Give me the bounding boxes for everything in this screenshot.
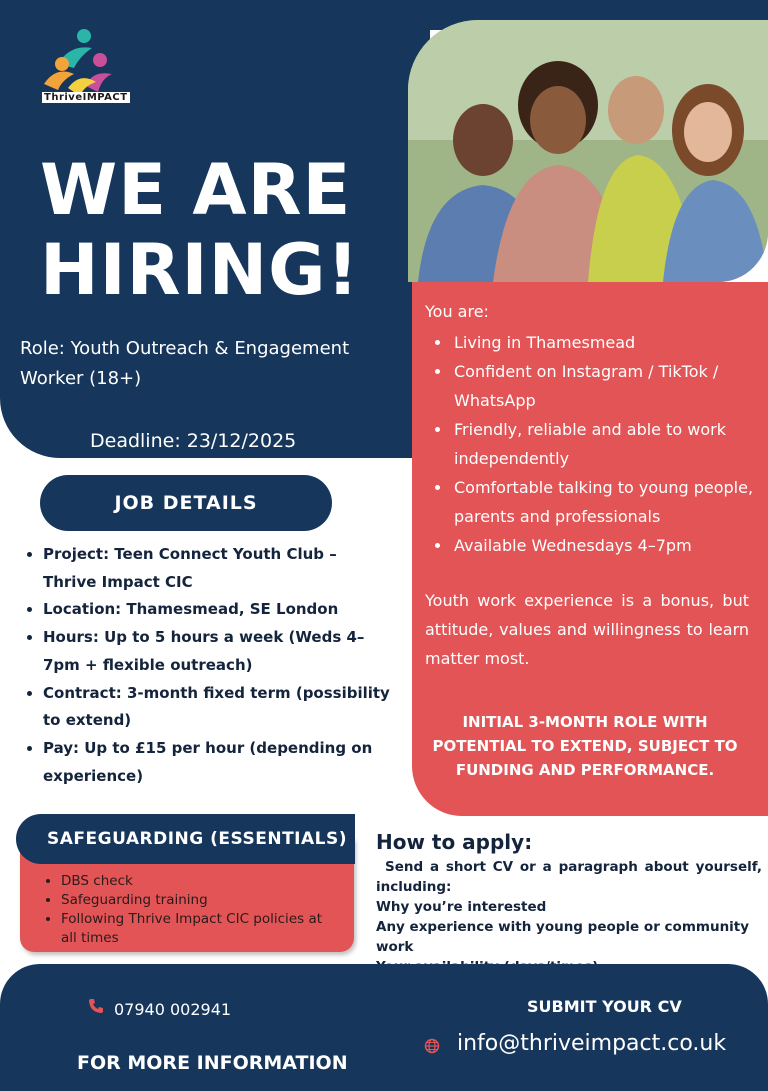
apply-line: Why you’re interested [376,899,547,915]
job-details-list [20,541,390,790]
list-item: • Friendly, reliable and able to work independently [452,415,757,473]
job-details-heading: JOB DETAILS [40,475,332,531]
headline-line-2: HIRING! [40,229,360,311]
more-info-label: FOR MORE INFORMATION [77,1052,348,1074]
list-item: • Contract: 3-month fixed term (possibility to extend) [43,680,390,735]
email-link[interactable]: info@thriveimpact.co.uk [457,1031,727,1056]
logo-text: ThriveIMPACT [44,92,128,103]
safeguarding-list [20,872,340,948]
apply-line: Any experience with young people or community work [376,919,750,955]
list-item: • Living in Thamesmead [452,328,757,357]
list-item: • Pay: Up to £15 per hour (depending on experience) [43,735,390,790]
list-item: • Hours: Up to 5 hours a week (Weds 4–7pm + flexible outreach) [43,624,390,679]
role-title: Role: Youth Outreach & Engagement Worker (18+) [20,338,350,389]
safeguarding-heading: SAFEGUARDING (ESSENTIALS) [16,814,355,864]
phone-number-link[interactable]: 07940 002941 [114,1000,232,1019]
submit-cv-label: SUBMIT YOUR CV [527,997,682,1016]
bonus-text: Youth work experience is a bonus, but attitude, values and willingness to learn matter most. [425,591,749,668]
phone-icon [88,998,104,1014]
list-item: • Project: Teen Connect Youth Club – Thrive Impact CIC [43,541,390,596]
how-to-apply-body [376,857,762,977]
you-are-label: You are: [425,302,489,321]
group-photo [408,20,768,282]
group-photo-icon [408,20,768,282]
apply-intro: Send a short CV or a paragraph about yourself, including: [376,859,762,895]
you-are-list [412,328,757,560]
you-are-panel [412,282,768,816]
globe-icon [424,1038,440,1054]
page-title [40,150,400,310]
list-item: • Following Thrive Impact CIC policies at all times [61,910,340,948]
initial-role-note: INITIAL 3-MONTH ROLE WITH POTENTIAL TO EXTEND, SUBJECT TO FUNDING AND PERFORMANCE. [432,713,738,779]
list-item: • Comfortable talking to young people, parents and professionals [452,473,757,531]
deadline: Deadline: 23/12/2025 [90,430,297,452]
list-item: • DBS check [61,872,340,891]
how-to-apply-heading: How to apply: [376,830,533,854]
list-item: • Available Wednesdays 4–7pm [452,531,757,560]
list-item: • Location: Thamesmead, SE London [43,596,390,624]
list-item: • Safeguarding training [61,891,340,910]
headline-line-1: WE ARE [40,149,352,231]
list-item: • Confident on Instagram / TikTok / WhatsApp [452,357,757,415]
